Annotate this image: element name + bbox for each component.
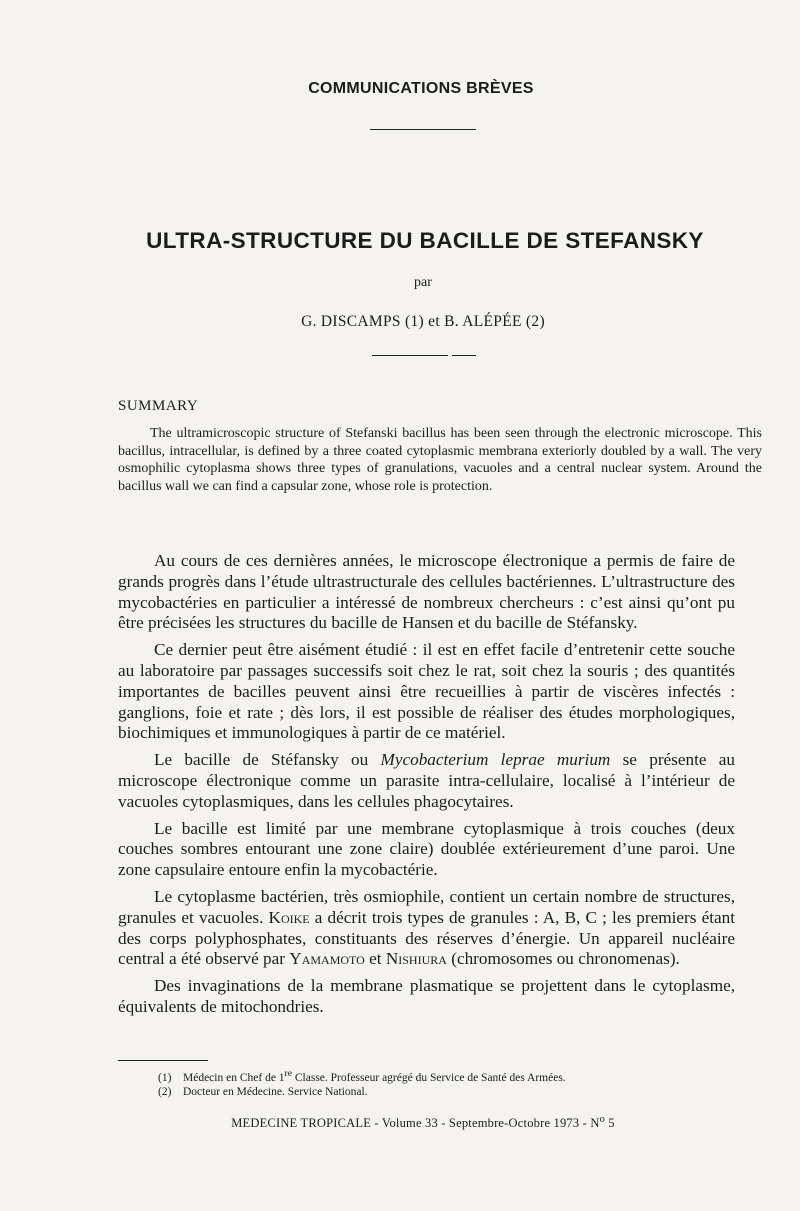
paragraph-4: Le bacille est limité par une membrane cytoplasmique à trois couches (deux couches sombres entourant une zone claire) doublée extérieurement d’une paroi. Une zone capsulaire entoure enfin la mycobactérie.	[118, 818, 735, 880]
paragraph-5	[118, 887, 735, 970]
paragraph-5-part-d: (chromosomes ou chronomenas).	[446, 949, 680, 969]
section-divider	[370, 129, 476, 130]
author-divider-left	[372, 355, 448, 356]
journal-issue-number: 5	[604, 1116, 615, 1131]
footnote-divider	[118, 1060, 208, 1061]
footnote-2	[160, 1085, 720, 1100]
authors-line: G. DISCAMPS (1) et B. ALÉPÉE (2)	[301, 313, 545, 330]
footnote-1-superscript: re	[284, 1068, 292, 1079]
author-koike: Koike	[268, 907, 310, 927]
summary-text: The ultramicroscopic structure of Stefanski bacillus has been seen through the electronic microscope. This bacillus, intracellular, is defined by a three coated cytoplasmic membrana exteriorly doubled by a wall. The very osmophilic cytoplasma shows three types of granulations, vacuoles and a central nuclear system. Around the bacillus wall we can find a capsular zone, whose role is protection.	[118, 426, 762, 494]
footnote-1-number: (1)	[158, 1071, 172, 1084]
species-name: Mycobacterium leprae murium	[380, 750, 611, 770]
paragraph-3-start: Le bacille de Stéfansky ou	[154, 750, 381, 770]
author-nishiura: Nishiura	[385, 949, 447, 969]
journal-number-sign: o	[599, 1114, 605, 1125]
paragraph-6: Des invaginations de la membrane plasmatique se projettent dans le cytoplasme, équivalents de mitochondries.	[118, 976, 735, 1016]
footnote-1-text: Médecin en Chef de 1	[183, 1071, 285, 1084]
section-heading: COMMUNICATIONS BRÈVES	[308, 80, 534, 97]
footnote-2-number: (2)	[158, 1086, 172, 1099]
paragraph-3-end: se présente au microscope électronique comme un parasite intra-cellulaire, localisé à l’intérieur de vacuoles cytoplasmiques, dans les cellules phagocytaires.	[118, 750, 735, 811]
paragraph-5-part-a: Le cytoplasme bactérien, très osmiophile, contient un certain nombre de structures, granules et vacuoles.	[118, 886, 735, 927]
footnotes	[160, 1067, 720, 1100]
paragraph-5-part-b: a décrit trois types de granules : A, B, C ; les premiers étant des corps polyphosphates, constituants des réserves d’énergie. Un appareil nucléaire central a été observé par	[118, 907, 735, 969]
footnote-2-text: Docteur en Médecine. Service National.	[183, 1086, 368, 1099]
footnote-1	[160, 1067, 720, 1085]
summary-heading: SUMMARY	[118, 398, 199, 414]
article-title: ULTRA-STRUCTURE DU BACILLE DE STEFANSKY	[146, 228, 704, 253]
journal-info: MEDECINE TROPICALE - Volume 33 - Septembre-Octobre 1973 - N	[231, 1116, 600, 1131]
paragraph-5-part-c: et	[364, 949, 386, 969]
paragraph-2: Ce dernier peut être aisément étudié : il est en effet facile d’entretenir cette souche au laboratoire par passages successifs soit chez le rat, soit chez la souris ; des quantités importantes de bacilles peuvent ainsi être recueillies à partir de viscères infectés : ganglions, foie et rate ; dès lors, il est possible de réaliser des études morphologiques, biochimiques et immunologiques à partir de ce matériel.	[118, 640, 735, 743]
footnote-1-text-end: Classe. Professeur agrégé du Service de Santé des Armées.	[292, 1071, 566, 1084]
article-body	[118, 551, 735, 1024]
paragraph-1: Au cours de ces dernières années, le microscope électronique a permis de faire de grands progrès dans l’étude ultrastructurale des cellules bactériennes. L’ultrastructure des mycobactéries en particulier a intéressé de nombreux chercheurs : c’est ainsi qu’ont pu être précisées les structures du bacille de Hansen et du bacille de Stéfansky.	[118, 551, 735, 633]
paragraph-3	[118, 750, 735, 812]
author-yamamoto: Yamamoto	[289, 949, 365, 969]
journal-footer	[0, 1114, 800, 1131]
byline-par: par	[414, 275, 432, 290]
author-divider-right	[452, 355, 476, 356]
